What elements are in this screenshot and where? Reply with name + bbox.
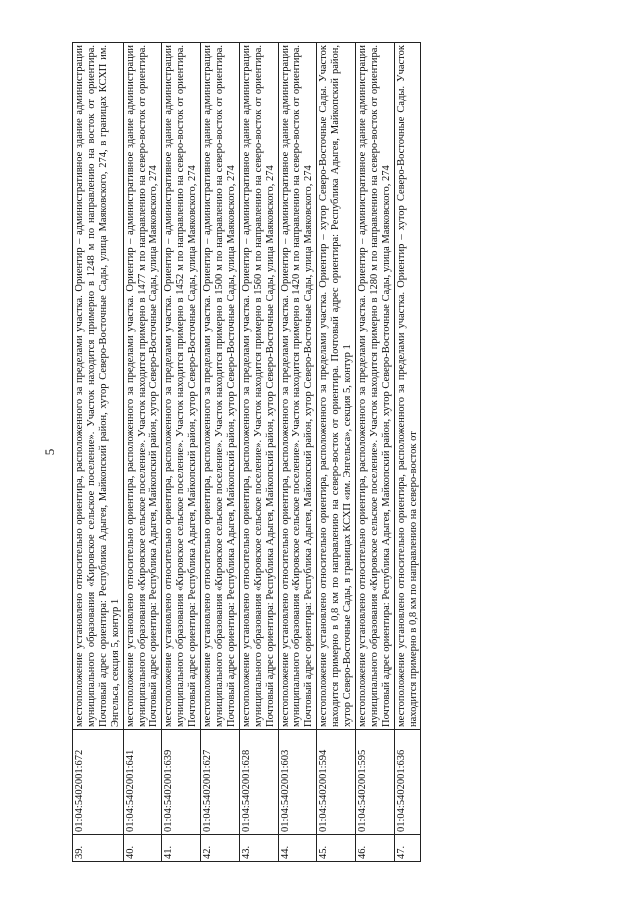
cadastral-number: 01:04:5402001:594 — [317, 730, 356, 835]
row-number: 44. — [278, 835, 317, 862]
table-row — [201, 43, 240, 862]
row-number: 39. — [73, 835, 124, 862]
table-row — [123, 43, 162, 862]
page-number: 5 — [42, 448, 57, 456]
cadastral-number: 01:04:5402001:641 — [123, 730, 162, 835]
location-description: местоположение установлено относительно ориентира, расположенного за пределами участка. Ориентир – административное здание администрации муниципального образования «Кировское сельское поселение». Участок находится примерно в 1280 м по направлению на северо-восток от ориентира. Почтовый адрес ориентира: Республика Адыгея, Майкопский район, хутор Северо-Восточные Сады, улица Маяковского, 274 — [355, 43, 394, 730]
location-description: местоположение установлено относительно ориентира, расположенного за пределами участка. Ориентир – хутор Северо-Восточные Сады. Участок находится примерно в 0,8 км по направлению на северо-восток от — [394, 43, 421, 730]
parcel-table — [72, 42, 421, 862]
table-row — [162, 43, 201, 862]
cadastral-number: 01:04:5402001:628 — [239, 730, 278, 835]
location-description: местоположение установлено относительно ориентира, расположенного за пределами участка. Ориентир – административное здание администрации муниципального образования «Кировское сельское поселение». Участок находится примерно в 1500 м по направлению на северо-восток от ориентира. Почтовый адрес ориентира: Республика Адыгея, Майкопский район, хутор Северо-Восточные Сады, улица Маяковского, 274 — [201, 43, 240, 730]
row-number: 46. — [355, 835, 394, 862]
location-description: местоположение установлено относительно ориентира, расположенного за пределами участка. Ориентир – хутор Северо-Восточные Сады. Участок находится примерно в 0,8 км по направлению на северо-восток от ориентира. Почтовый адрес ориентира: Республика Адыгея, Майкопский район, хутор Северо-Восточные Сады, в границах КСХП «им. Энгельса», секция 5, контур 1 — [317, 43, 356, 730]
row-number: 41. — [162, 835, 201, 862]
location-description: местоположение установлено относительно ориентира, расположенного за пределами участка. Ориентир – административное здание администрации муниципального образования «Кировское сельское поселение». Участок находится примерно в 1560 м по направлению на северо-восток от ориентира. Почтовый адрес ориентира: Республика Адыгея, Майкопский район, хутор Северо-Восточные Сады, улица Маяковского, 274 — [239, 43, 278, 730]
location-description: местоположение установлено относительно ориентира, расположенного за пределами участка. Ориентир – административное здание администрации муниципального образования «Кировское сельское поселение». Участок находится примерно в 1248 м по направлению на восток от ориентира. Почтовый адрес ориентира: Республика Адыгея, Майкопский район, хутор Северо-Восточные Сады, улица Маяковского, 274, в границах КСХП им. Энгельса, секция 5, контур 1 — [73, 43, 124, 730]
cadastral-number: 01:04:5402001:639 — [162, 730, 201, 835]
table-row — [317, 43, 356, 862]
row-number: 42. — [201, 835, 240, 862]
row-number: 47. — [394, 835, 421, 862]
row-number: 43. — [239, 835, 278, 862]
row-number: 45. — [317, 835, 356, 862]
table-row — [355, 43, 394, 862]
cadastral-number: 01:04:5402001:595 — [355, 730, 394, 835]
table-row — [73, 43, 124, 862]
row-number: 40. — [123, 835, 162, 862]
location-description: местоположение установлено относительно ориентира, расположенного за пределами участка. Ориентир – административное здание администрации муниципального образования «Кировское сельское поселение». Участок находится примерно в 1420 м по направлению на северо-восток от ориентира. Почтовый адрес ориентира: Республика Адыгея, Майкопский район, хутор Северо-Восточные Сады, улица Маяковского, 274 — [278, 43, 317, 730]
cadastral-number: 01:04:5402001:672 — [73, 730, 124, 835]
rotated-content — [42, 42, 622, 862]
cadastral-number: 01:04:5402001:627 — [201, 730, 240, 835]
table-row — [278, 43, 317, 862]
table-row — [394, 43, 421, 862]
table-row — [239, 43, 278, 862]
cadastral-number: 01:04:5402001:636 — [394, 730, 421, 835]
cadastral-number: 01:04:5402001:603 — [278, 730, 317, 835]
location-description: местоположение установлено относительно ориентира, расположенного за пределами участка. Ориентир – административное здание администрации муниципального образования «Кировское сельское поселение». Участок находится примерно в 1477 м по направлению на северо-восток от ориентира. Почтовый адрес ориентира: Республика Адыгея, Майкопский район, хутор Северо-Восточные Сады, улица Маяковского, 274 — [123, 43, 162, 730]
location-description: местоположение установлено относительно ориентира, расположенного за пределами участка. Ориентир – административное здание администрации муниципального образования «Кировское сельское поселение». Участок находится примерно в 1452 м по направлению на северо-восток от ориентира. Почтовый адрес ориентира: Республика Адыгея, Майкопский район, хутор Северо-Восточные Сады, улица Маяковского, 274 — [162, 43, 201, 730]
